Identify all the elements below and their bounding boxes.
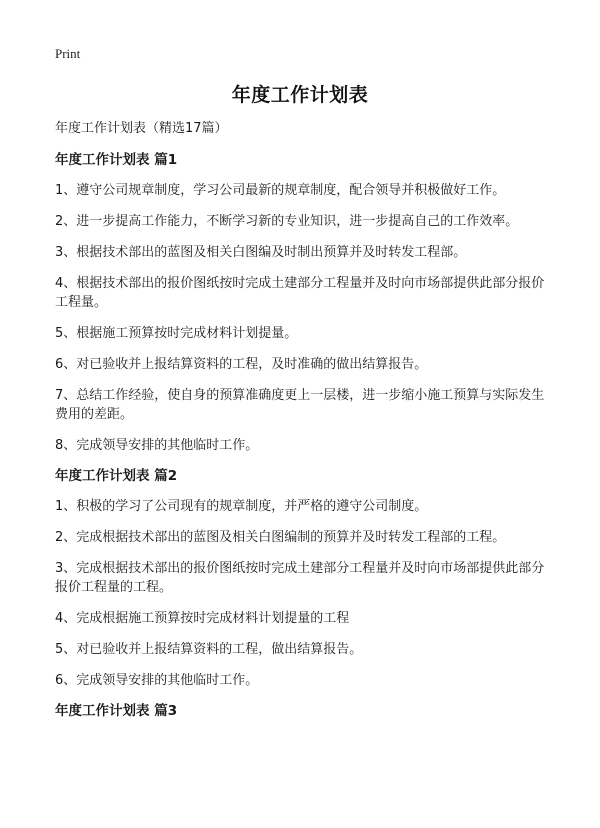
list-item: 2、进一步提高工作能力，不断学习新的专业知识，进一步提高自己的工作效率。 xyxy=(55,214,519,229)
section-heading: 年度工作计划表 篇2 xyxy=(55,468,178,484)
list-item: 1、遵守公司规章制度，学习公司最新的规章制度，配合领导并积极做好工作。 xyxy=(55,183,506,198)
list-item: 7、总结工作经验，使自身的预算准确度更上一层楼，进一步缩小施工预算与实际发生费用的差距。 xyxy=(55,388,545,422)
document-subtitle: 年度工作计划表（精选17篇） xyxy=(55,121,228,136)
list-item: 1、积极的学习了公司现有的规章制度，并严格的遵守公司制度。 xyxy=(55,499,428,514)
list-item: 3、根据技术部出的蓝图及相关白图编及时制出预算并及时转发工程部。 xyxy=(55,245,467,260)
print-link[interactable]: Print xyxy=(55,46,81,61)
list-item: 3、完成根据技术部出的报价图纸按时完成土建部分工程量并及时向市场部提供此部分报价工程量的工程。 xyxy=(55,561,545,595)
list-item: 4、完成根据施工预算按时完成材料计划提量的工程 xyxy=(55,611,350,626)
section-heading: 年度工作计划表 篇1 xyxy=(55,152,178,168)
section-1 xyxy=(55,151,555,455)
list-item: 8、完成领导安排的其他临时工作。 xyxy=(55,438,259,453)
list-item: 2、完成根据技术部出的蓝图及相关白图编制的预算并及时转发工程部的工程。 xyxy=(55,530,506,545)
list-item: 5、对已验收并上报结算资料的工程，做出结算报告。 xyxy=(55,642,363,657)
section-heading: 年度工作计划表 篇3 xyxy=(55,703,178,719)
list-item: 4、根据技术部出的报价图纸按时完成土建部分工程量并及时向市场部提供此部分报价工程量。 xyxy=(55,276,545,310)
section-3 xyxy=(55,702,555,720)
section-2 xyxy=(55,467,555,690)
list-item: 6、完成领导安排的其他临时工作。 xyxy=(55,673,259,688)
list-item: 5、根据施工预算按时完成材料计划提量。 xyxy=(55,326,298,341)
document-body xyxy=(55,120,555,732)
page-title: 年度工作计划表 xyxy=(231,84,369,106)
list-item: 6、对已验收并上报结算资料的工程，及时准确的做出结算报告。 xyxy=(55,357,428,372)
